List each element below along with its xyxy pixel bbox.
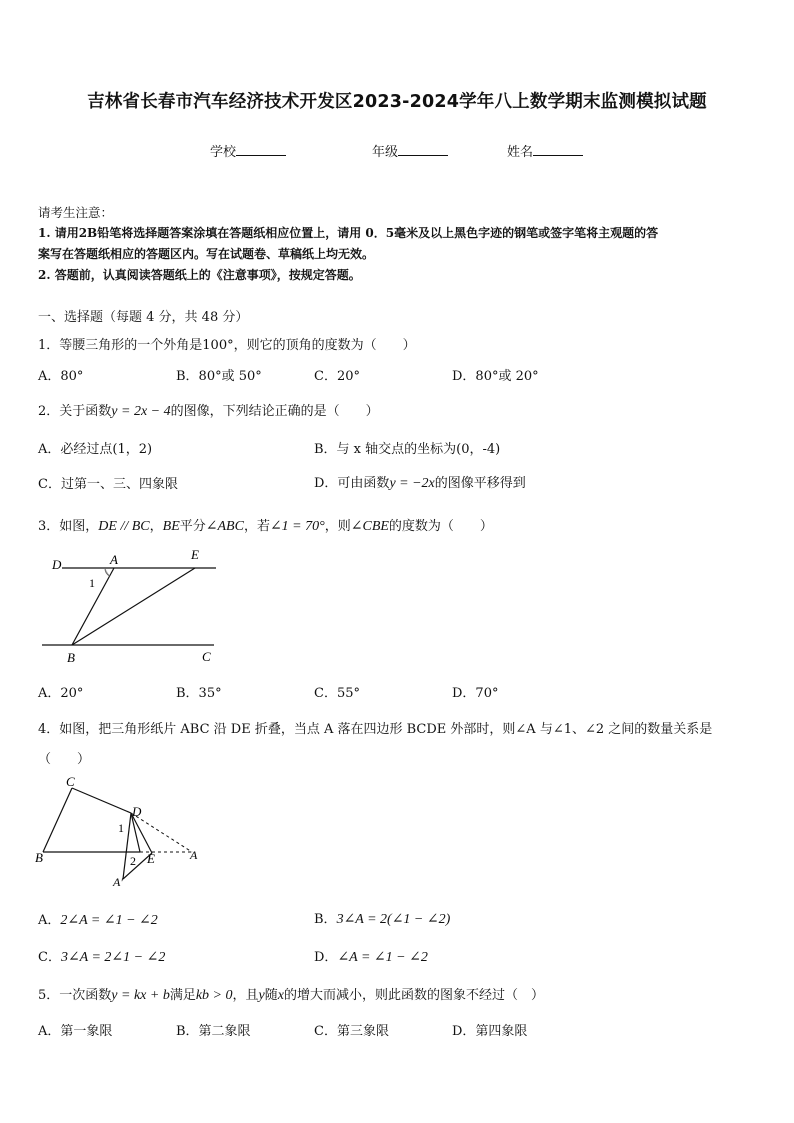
q5-y: y bbox=[258, 988, 265, 1003]
q3-angle-1-arc bbox=[105, 568, 110, 576]
q3-label-c: C bbox=[202, 649, 211, 664]
q1-option-a[interactable]: A．80° bbox=[38, 369, 84, 384]
q5-mid2: ，且 bbox=[232, 988, 259, 1003]
q4-label-1: 1 bbox=[118, 821, 124, 835]
q5-x: x bbox=[277, 988, 284, 1003]
q3-parallel: DE // BC bbox=[98, 519, 150, 534]
q4-line-da-prime-part bbox=[131, 813, 152, 853]
q2-option-d-pre: D．可由函数 bbox=[314, 476, 390, 491]
notice-line-2: 2. 答题前，认真阅读答题纸上的《注意事项》，按规定答题。 bbox=[38, 268, 361, 282]
q4-stem-line1: 4．如图，把三角形纸片 ABC 沿 DE 折叠，当点 A 落在四边形 BCDE 外部时，则∠A 与∠1、∠2 之间的数量关系是 bbox=[38, 722, 713, 737]
name-field[interactable] bbox=[507, 141, 583, 160]
q3-cbe: ∠CBE bbox=[350, 519, 389, 534]
q2-option-c[interactable]: C．过第一、三、四象限 bbox=[38, 477, 178, 492]
q4-option-b-pre: B． bbox=[314, 912, 337, 927]
q5-mid3: 随 bbox=[264, 988, 278, 1003]
q4-line-cd bbox=[72, 788, 131, 813]
q4-option-c-pre: C． bbox=[38, 950, 61, 965]
page-title: 吉林省长春市汽车经济技术开发区2023-2024学年八上数学期末监测模拟试题 bbox=[87, 92, 707, 112]
q2-option-b[interactable]: B．与 x 轴交点的坐标为(0，-4) bbox=[314, 442, 501, 457]
q3-be: BE bbox=[162, 519, 180, 534]
q3-sep: ， bbox=[149, 519, 163, 534]
q5-option-a[interactable]: A．第一象限 bbox=[38, 1024, 113, 1039]
q4-option-a-math: 2∠A = ∠1 − ∠2 bbox=[60, 913, 158, 928]
q2-option-d-function: y = −2x bbox=[389, 476, 435, 491]
grade-field[interactable] bbox=[372, 141, 448, 160]
notice-line-1a: 1. 请用2B铅笔将选择题答案涂填在答题纸相应位置上，请用 0．5毫米及以上黑色字迹的钢笔或签字笔将主观题的答 bbox=[38, 226, 659, 240]
q1-option-d[interactable]: D．80°或 20° bbox=[452, 369, 539, 384]
q4-label-b: B bbox=[35, 850, 43, 865]
q3-figure bbox=[38, 545, 228, 670]
q3-option-c[interactable]: C．55° bbox=[314, 686, 360, 701]
q1-stem: 1．等腰三角形的一个外角是100°，则它的顶角的度数为（ ） bbox=[38, 338, 416, 353]
q3-option-b[interactable]: B．35° bbox=[176, 686, 222, 701]
q4-figure bbox=[30, 772, 210, 892]
q2-stem-post: 的图像，下列结论正确的是（ ） bbox=[170, 404, 379, 419]
q2-stem-pre: 2．关于函数 bbox=[38, 404, 112, 419]
q5-mid1: 满足 bbox=[169, 988, 196, 1003]
q4-line-cb bbox=[43, 788, 72, 852]
q4-label-2: 2 bbox=[130, 854, 136, 868]
q4-option-c-math: 3∠A = 2∠1 − ∠2 bbox=[60, 950, 166, 965]
q3-label-e: E bbox=[191, 547, 199, 562]
q3-abc: ∠ABC bbox=[205, 519, 244, 534]
q3-mid: 平分 bbox=[179, 519, 206, 534]
q1-option-c[interactable]: C．20° bbox=[314, 369, 360, 384]
q4-option-b[interactable] bbox=[314, 908, 450, 928]
q4-label-e: E bbox=[147, 851, 155, 866]
q4-option-d[interactable] bbox=[314, 946, 428, 966]
q5-condition: kb > 0 bbox=[195, 988, 233, 1003]
q3-option-a[interactable]: A．20° bbox=[38, 686, 84, 701]
school-field[interactable] bbox=[210, 141, 286, 160]
q4-label-d: D bbox=[132, 804, 142, 819]
q4-option-d-math: ∠A = ∠1 − ∠2 bbox=[337, 950, 428, 965]
q3-angle1: ∠1 = 70° bbox=[269, 519, 325, 534]
q3-mid3: ，则 bbox=[324, 519, 351, 534]
q3-option-d[interactable]: D．70° bbox=[452, 686, 499, 701]
q3-label-1: 1 bbox=[89, 576, 95, 590]
q4-line-d-aprime bbox=[123, 813, 131, 879]
q5-function: y = kx + b bbox=[111, 988, 170, 1003]
q4-option-c[interactable] bbox=[38, 946, 165, 966]
q5-option-d[interactable]: D．第四象限 bbox=[452, 1024, 528, 1039]
q5-stem bbox=[38, 984, 544, 1004]
q3-stem-post: 的度数为（ ） bbox=[388, 519, 493, 534]
q4-option-b-math: 3∠A = 2(∠1 − ∠2) bbox=[336, 912, 451, 927]
notice-heading: 请考生注意： bbox=[38, 205, 114, 220]
school-label: 学校 bbox=[210, 145, 237, 160]
q3-label-b: B bbox=[67, 650, 75, 665]
q3-label-a: A bbox=[110, 552, 118, 567]
grade-label: 年级 bbox=[372, 145, 399, 160]
q2-function: y = 2x − 4 bbox=[111, 404, 171, 419]
q4-option-d-pre: D． bbox=[314, 950, 338, 965]
q5-stem-pre: 5．一次函数 bbox=[38, 988, 112, 1003]
q5-option-c[interactable]: C．第三象限 bbox=[314, 1024, 389, 1039]
q2-option-d-post: 的图像平移得到 bbox=[434, 476, 526, 491]
notice-line-1b: 案写在答题纸相应的答题区内。写在试题卷、草稿纸上均无效。 bbox=[38, 247, 375, 261]
q3-mid2: ，若 bbox=[243, 519, 270, 534]
q5-option-b[interactable]: B．第二象限 bbox=[176, 1024, 251, 1039]
q4-label-a-prime: A′ bbox=[113, 875, 123, 889]
q1-option-b[interactable]: B．80°或 50° bbox=[176, 369, 262, 384]
name-blank[interactable] bbox=[533, 143, 583, 156]
q2-stem bbox=[38, 400, 379, 420]
q4-label-a: A bbox=[190, 848, 198, 862]
grade-blank[interactable] bbox=[398, 143, 448, 156]
q2-option-d[interactable] bbox=[314, 472, 526, 492]
school-blank[interactable] bbox=[236, 143, 286, 156]
q2-option-a[interactable]: A．必经过点(1，2) bbox=[38, 442, 153, 457]
q4-option-a-pre: A． bbox=[38, 913, 61, 928]
q3-label-d: D bbox=[52, 557, 62, 572]
q4-option-a[interactable] bbox=[38, 909, 158, 929]
q4-label-c: C bbox=[66, 774, 75, 789]
q3-stem bbox=[38, 515, 493, 535]
q4-stem-line2: （ ） bbox=[38, 752, 91, 767]
name-label: 姓名 bbox=[507, 145, 534, 160]
q3-stem-pre: 3．如图， bbox=[38, 519, 99, 534]
q5-stem-post: 的增大而减小，则此函数的图象不经过（ ） bbox=[283, 988, 544, 1003]
section-heading: 一、选择题（每题 4 分，共 48 分） bbox=[38, 310, 249, 325]
